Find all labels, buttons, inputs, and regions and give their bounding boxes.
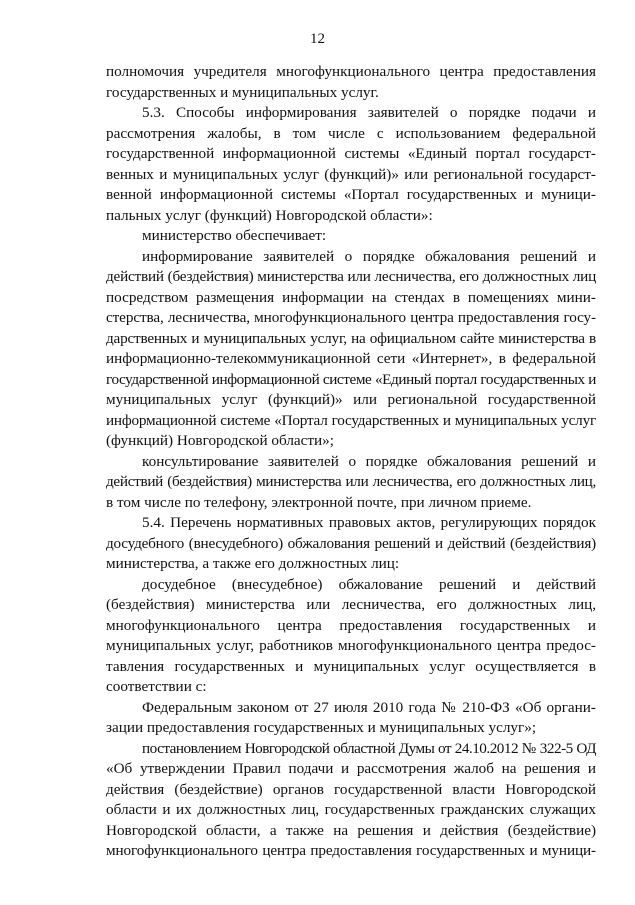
text-line: «Об утверждении Правил подачи и рассмотрения жалоб на решения и [106,760,596,777]
text-line: министерства, а также его должностных лиц: [106,555,400,572]
text-line: досудебное (внесудебное) обжалование решений и действий [142,575,596,593]
text-line: действий (бездействия) министерства или лесничества, его должностных лиц [106,268,596,285]
text-line: зации предоставления государственных и муниципальных услуг»; [106,719,537,736]
text-line: государственной информационной системы «Единый портал государст- [106,145,596,162]
text-line: рассмотрения жалобы, в том числе с использованием федеральной [106,124,596,142]
text-line: муниципальных услуг (функций)» или региональной государственной [106,391,596,408]
text-line: посредством размещения информации на стендах в помещениях мини- [106,288,596,306]
text-line: Федеральным законом от 27 июля 2010 года № 210-ФЗ «Об органи- [142,698,596,716]
text-line: области и их должностных лиц, государственных гражданских служащих [106,801,596,818]
text-line: 5.4. Перечень нормативных правовых актов, регулирующих порядок [142,514,596,531]
text-line: венных и муниципальных услуг (функций)» или региональной государст- [106,165,596,183]
text-line: (функций) Новгородской области»; [106,432,334,449]
text-line: действий (бездействия) министерства или лесничества, его должностных лиц, [106,473,596,490]
text-line: информационно-телекоммуникационной сети «Интернет», в федеральной [106,350,596,367]
text-line: полномочия учредителя многофункционального центра предоставления [106,63,596,80]
text-line: действия (бездействие) органов государственной власти Новгородской [106,780,596,798]
text-line: (бездействия) министерства или лесничества, его должностных лиц, [106,596,596,613]
text-line: государственной информационной системе «Единый портал государственных и [106,370,596,388]
text-line: многофункционального центра предоставления государственных и муници- [106,842,596,859]
text-line: информационной системе «Портал государственных и муниципальных услуг [106,411,596,429]
text-line: пальных услуг (функций) Новгородской области»: [106,206,433,224]
text-line: государственных и муниципальных услуг. [106,83,379,101]
text-line: постановлением Новгородской областной Думы от 24.10.2012 № 322-5 ОД [142,739,596,757]
text-line: многофункционального центра предоставления государственных и [106,616,596,634]
text-line: 5.3. Способы информирования заявителей о порядке подачи и [142,104,596,121]
text-line: муниципальных услуг, работников многофункционального центра предос- [106,637,596,654]
text-line: соответствии с: [106,678,207,695]
text-line: информирование заявителей о порядке обжалования решений и [142,247,596,265]
text-line: венной информационной системы «Портал государственных и муници- [106,186,596,203]
text-line: досудебного (внесудебного) обжалования решений и действий (бездействия) [106,534,596,552]
text-line: дарственных и муниципальных услуг, на официальном сайте министерства в [106,329,596,347]
text-line: в том числе по телефону, электронной почте, при личном приеме. [106,493,532,511]
text-line: консультирование заявителей о порядке обжалования решений и [142,452,596,470]
text-line: тавления государственных и муниципальных услуг осуществляется в [106,657,596,675]
text-line: министерство обеспечивает: [142,227,327,244]
text-line: Новгородской области, а также на решения и действия (бездействие) [106,821,596,839]
text-line: стерства, лесничества, многофункционального центра предоставления госу- [106,309,596,326]
document-body [106,62,596,862]
page-number: 12 [310,31,325,47]
